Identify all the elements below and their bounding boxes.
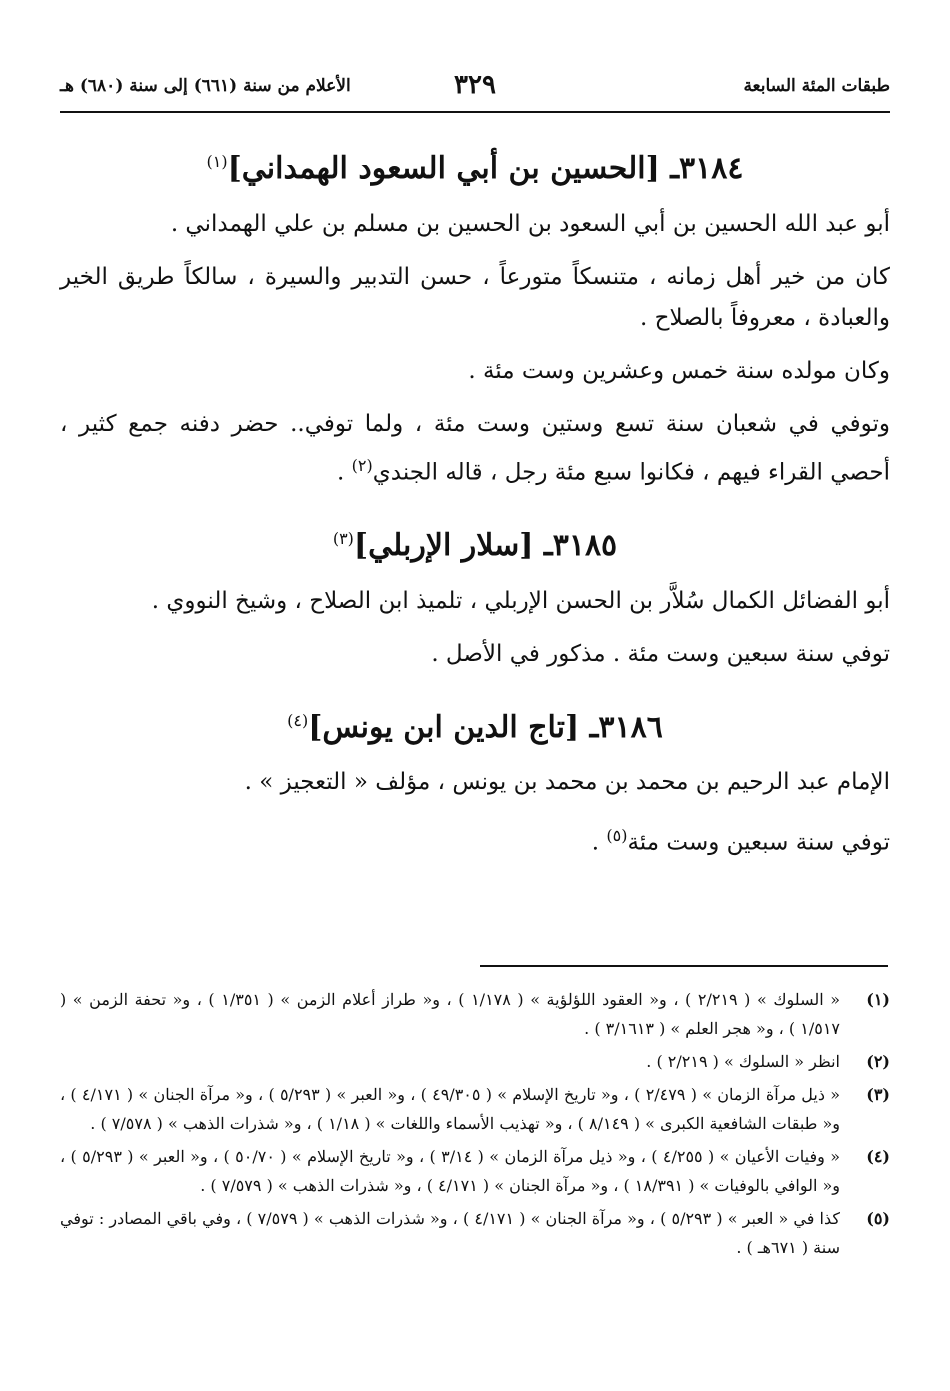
entry-title: ٣١٨٤ـ [الحسين بن أبي السعود الهمداني]$^{(١)}$ [206, 151, 744, 186]
footnote-ref[interactable]: (٥) [606, 826, 628, 846]
footnote-text: كذا في « العبر » ( ٥/٢٩٣ ) ، و« مرآة الجنان » ( ٤/١٧١ ) ، و« شذرات الذهب » ( ٧/٥٧٩ ) ، وفي باقي المصادر : توفي سنة ( ٦٧١هـ ) . [60, 1209, 841, 1257]
paragraph: أبو عبد الله الحسين بن أبي السعود بن الحسين بن مسلم بن علي الهمداني . [170, 210, 890, 237]
footnote-ref[interactable]: (٣) [332, 529, 354, 549]
main-text [60, 150, 890, 898]
running-head-section-title: طبقات المئة السابعة [743, 76, 890, 96]
footnotes [60, 985, 890, 1266]
paragraph: توفي سنة سبعين وست مئة . مذكور في الأصل . [431, 640, 890, 667]
footnote-number: (١) [866, 990, 890, 1009]
footnote [60, 1080, 890, 1138]
footnote [60, 985, 890, 1043]
footnote-number: (٤) [866, 1147, 890, 1166]
footnote-number: (٣) [866, 1085, 890, 1104]
footnote-ref[interactable]: (٢) [351, 455, 373, 475]
footnote-number: (٥) [866, 1209, 890, 1228]
running-head-period: الأعلام من سنة (٦٦١) إلى سنة (٦٨٠) هـ [60, 76, 351, 96]
paragraph: الإمام عبد الرحيم بن محمد بن محمد بن يونس ، مؤلف « التعجيز » . [244, 769, 890, 796]
footnote-text: « وفيات الأعيان » ( ٤/٢٥٥ ) ، و« ذيل مرآة الزمان » ( ٣/١٤ ) ، و« تاريخ الإسلام » ( ٥٠/٧٠ ) ، و« العبر » ( ٥/٢٩٣ ) ، و« الوافي بالوفيات » ( ١٨/٣٩١ ) ، و« مرآة الجنان » ( ٤/١٧١ ) ، و« شذرات الذهب » ( ٧/٥٧٩ ) . [60, 1147, 841, 1195]
footnote-number: (٢) [866, 1052, 890, 1071]
footnote [60, 1204, 890, 1262]
running-head [60, 70, 890, 106]
paragraph: وكان مولده سنة خمس وعشرين وست مئة . [468, 357, 890, 384]
entry-3185 [60, 527, 890, 675]
paragraph: كان من خير أهل زمانه ، متنسكاً متورعاً ، حسن التدبير والسيرة ، سالكاً طريق الخير والعبادة ، معروفاً بالصلاح . [60, 263, 890, 331]
entry-3186 [60, 709, 890, 864]
entry-title: ٣١٨٦ـ [تاج الدين ابن يونس]$^{(٤)}$ [287, 709, 663, 745]
footnote-text: انظر « السلوك » ( ٢/٢١٩ ) . [646, 1052, 840, 1071]
footnote [60, 1047, 890, 1076]
paragraph: توفي سنة سبعين وست مئة$^{(٥)}$ . [591, 826, 890, 856]
footnote-separator [480, 965, 888, 967]
footnote-text: « ذيل مرآة الزمان » ( ٢/٤٧٩ ) ، و« تاريخ الإسلام » ( ٤٩/٣٠٥ ) ، و« العبر » ( ٥/٢٩٣ ) ، و« مرآة الجنان » ( ٤/١٧١ ) ، و« طبقات الشافعية الكبرى » ( ٨/١٤٩ ) ، و« تهذيب الأسماء واللغات » ( ١/١٨ ) ، و« شذرات الذهب » ( ٧/٥٧٨ ) . [60, 1085, 841, 1133]
entry-3184 [60, 150, 890, 493]
paragraph: وتوفي في شعبان سنة تسع وستين وست مئة ، ولما توفي.. حضر دفنه جمع كثير ، أحصي القراء فيهم ، فكانوا سبع مئة رجل ، قاله الجندي$^{(٢)}$ . [60, 410, 890, 486]
footnote-ref[interactable]: (٤) [287, 710, 309, 730]
paragraph: أبو الفضائل الكمال سُلاَّر بن الحسن الإربلي ، تلميذ ابن الصلاح ، وشيخ النووي . [151, 587, 890, 614]
footnote-ref[interactable]: (١) [206, 152, 228, 171]
header-rule [60, 111, 890, 113]
entry-title: ٣١٨٥ـ [سلار الإربلي]$^{(٣)}$ [332, 528, 618, 564]
footnote [60, 1142, 890, 1200]
page-number: ٣٢٩ [454, 70, 496, 100]
footnote-text: « السلوك » ( ٢/٢١٩ ) ، و« العقود اللؤلؤية » ( ١/١٧٨ ) ، و« طراز أعلام الزمن » ( ١/٣٥١ ) ، و« تحفة الزمن » ( ١/٥١٧ ) ، و« هجر العلم » ( ٣/١٦١٣ ) . [60, 990, 841, 1038]
